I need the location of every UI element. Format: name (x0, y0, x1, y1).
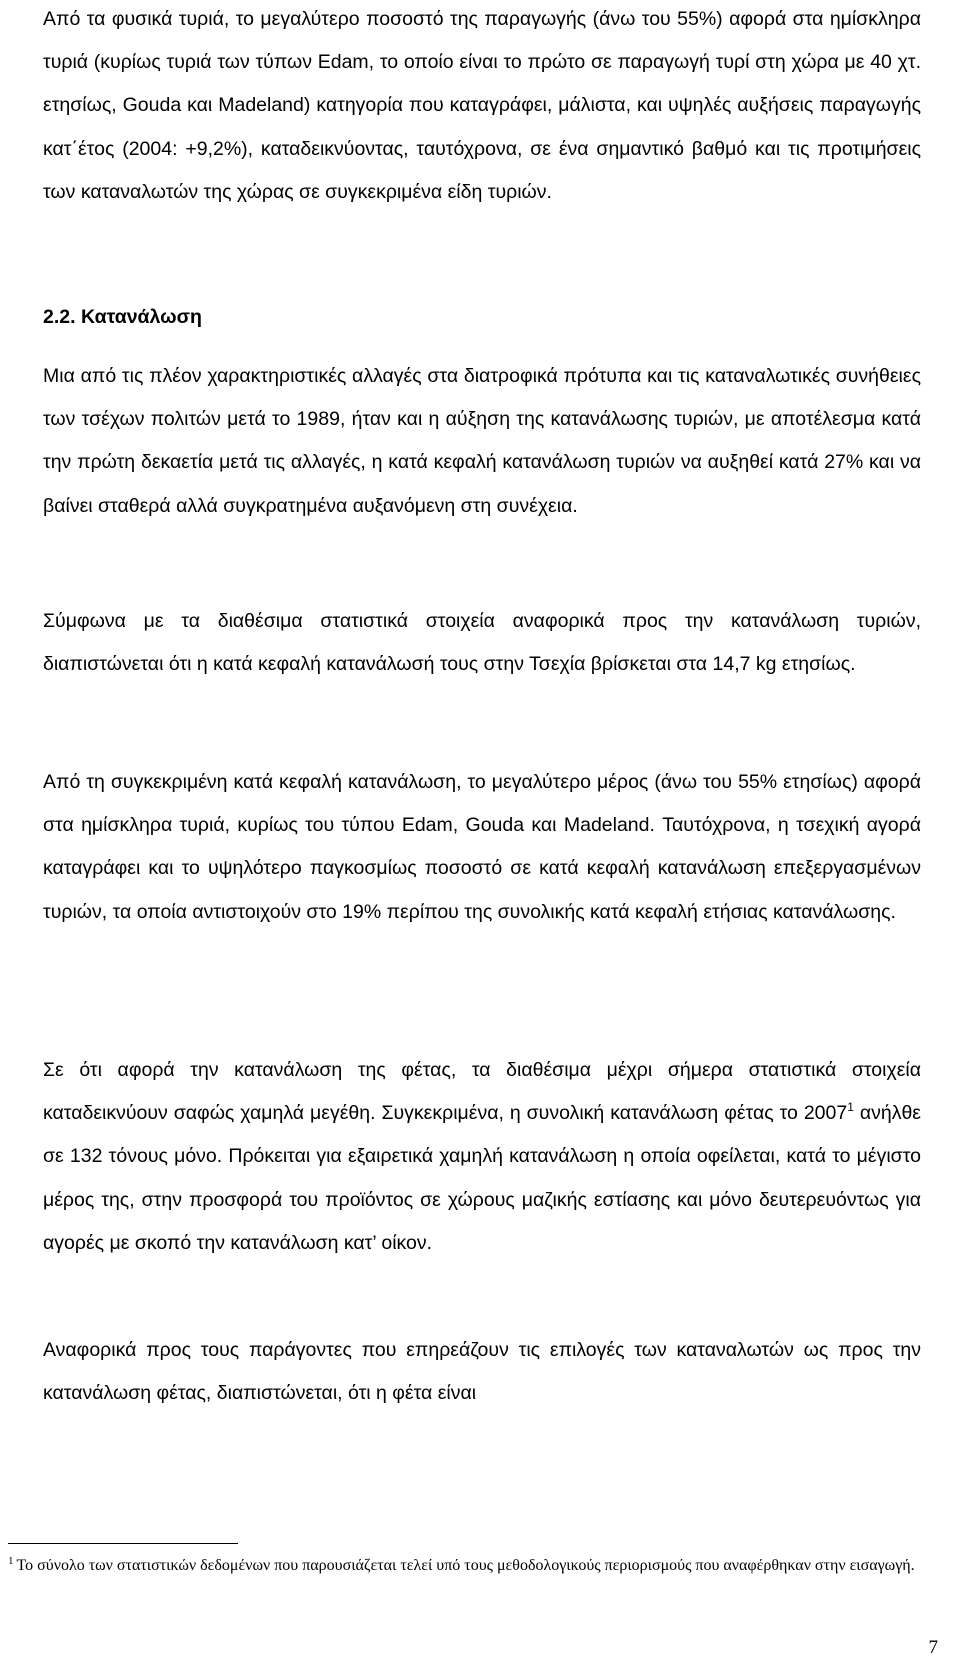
paragraph-consumer-factors: Αναφορικά προς τους παράγοντες που επηρεάζουν τις επιλογές των καταναλωτών ως προς την κατανάλωση φέτας, διαπιστώνεται, ότι η φέτα είναι (43, 1339, 921, 1405)
paragraph-cheese-production: Από τα φυσικά τυριά, το μεγαλύτερο ποσοστό της παραγωγής (άνω του 55%) αφορά στα ημίσκληρα τυριά (κυρίως τυριά των τύπων Edam, το οποίο είναι το πρώτο σε παραγωγή τυρί στη χώρα με 40 χτ. ετησίως, Gouda και Madeland) κατηγορία που καταγράφει, μάλιστα, και υψηλές αυξήσεις παραγωγής κατ΄έτος (2004: +9,2%), καταδεικνύοντας, ταυτόχρονα, σε ένα σημαντικό βαθμό και τις προτιμήσεις των καταναλωτών της χώρας σε συγκεκριμένα είδη τυριών. (43, 8, 921, 203)
paragraph-semi-hard-cheese-share: Από τη συγκεκριμένη κατά κεφαλή κατανάλωση, το μεγαλύτερο μέρος (άνω του 55% ετησίως) αφορά στα ημίσκληρα τυριά, κυρίως του τύπου Edam, Gouda και Madeland. Ταυτόχρονα, η τσεχική αγορά καταγράφει και το υψηλότερο παγκοσμίως ποσοστό σε κατά κεφαλή κατανάλωση επεξεργασμένων τυριών, τα οποία αντιστοιχούν στο 19% περίπου της συνολικής κατά κεφαλή ετήσιας κατανάλωσης. (43, 771, 921, 923)
footnote-reference[interactable]: 1 (847, 1100, 854, 1115)
paragraph-feta-consumption (43, 1049, 921, 1265)
feta-text-part-2: ανήλθε σε 132 τόνους μόνο. Πρόκειται για εξαιρετικά χαμηλή κατανάλωση η οποία οφείλεται, κατά το μέγιστο μέρος της, στην προσφορά του προϊόντος σε χώρους μαζικής εστίασης και μόνο δευτερευόντως για αγορές με σκοπό την κατανάλωση κατ’ οίκον. (43, 1102, 921, 1254)
footnote (8, 1548, 930, 1579)
section-heading-consumption: 2.2. Κατανάλωση (43, 306, 202, 328)
footnote-marker: 1 (8, 1555, 14, 1567)
feta-text-part-1: Σε ότι αφορά την κατανάλωση της φέτας, τα διαθέσιμα μέχρι σήμερα στατιστικά στοιχεία καταδεικνύουν σαφώς χαμηλά μεγέθη. Συγκεκριμένα, η συνολική κατανάλωση φέτας το 2007 (43, 1059, 921, 1125)
page-number: 7 (928, 1637, 938, 1658)
paragraph-consumption-changes: Μια από τις πλέον χαρακτηριστικές αλλαγές στα διατροφικά πρότυπα και τις καταναλωτικές συνήθειες των τσέχων πολιτών μετά το 1989, ήταν και η αύξηση της κατανάλωσης τυριών, με αποτέλεσμα κατά την πρώτη δεκαετία μετά τις αλλαγές, η κατά κεφαλή κατανάλωση τυριών να αυξηθεί κατά 27% και να βαίνει σταθερά αλλά συγκρατημένα αυξανόμενη στη συνέχεια. (43, 365, 921, 517)
paragraph-per-capita-consumption: Σύμφωνα με τα διαθέσιμα στατιστικά στοιχεία αναφορικά προς την κατανάλωση τυριών, διαπιστώνεται ότι η κατά κεφαλή κατανάλωσή τους στην Τσεχία βρίσκεται στα 14,7 kg ετησίως. (43, 610, 921, 676)
footnote-text: Το σύνολο των στατιστικών δεδομένων που παρουσιάζεται τελεί υπό τους μεθοδολογικούς περιορισμούς που αναφέρθηκαν στην εισαγωγή. (16, 1557, 915, 1574)
footnote-separator (8, 1543, 238, 1544)
